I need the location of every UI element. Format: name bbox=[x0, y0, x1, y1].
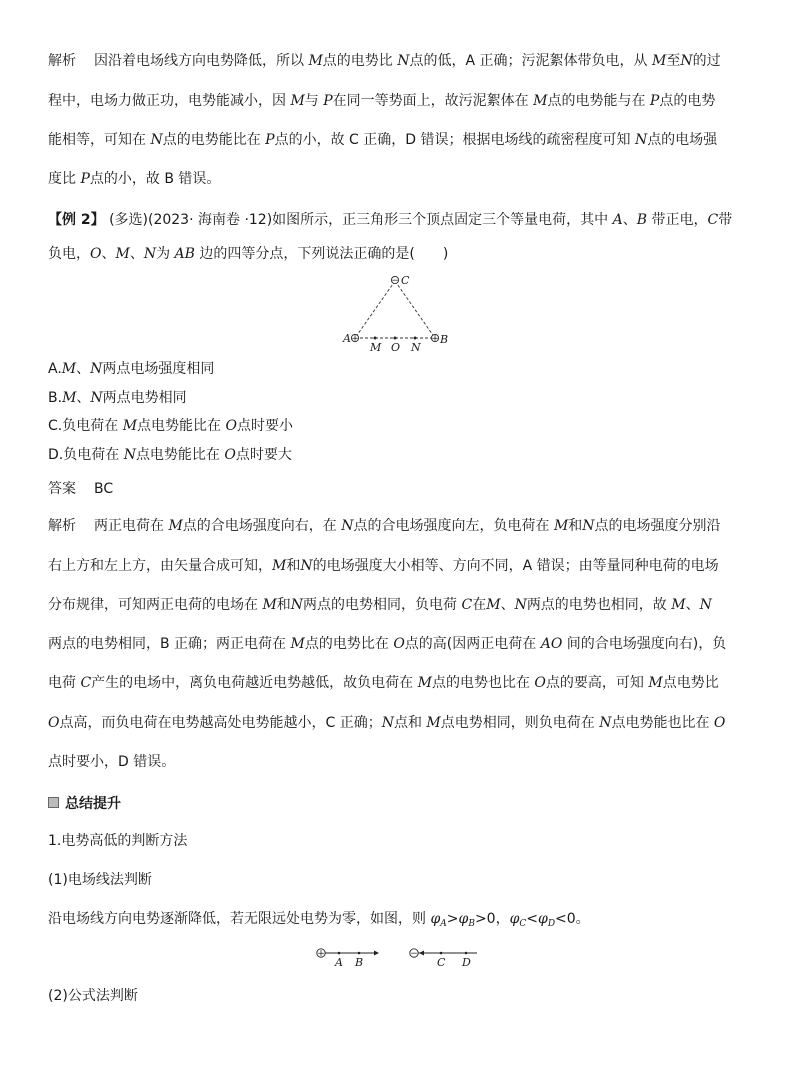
math-symbol: M bbox=[262, 597, 277, 613]
math-symbol: M bbox=[671, 597, 686, 613]
math-symbol: N bbox=[397, 53, 410, 69]
potential-symbol: $\varphi_D$ bbox=[538, 911, 556, 929]
math-symbol: M bbox=[533, 93, 548, 109]
math-symbol: M bbox=[648, 675, 663, 691]
math-symbol: O bbox=[393, 636, 405, 652]
analysis-2-line-7: 点时要小，D 错误。 bbox=[48, 754, 176, 770]
math-symbol: O bbox=[713, 715, 726, 731]
math-symbol: N bbox=[300, 558, 313, 574]
math-symbol: N bbox=[143, 246, 157, 262]
point-c bbox=[440, 952, 443, 955]
math-symbol: N bbox=[290, 597, 304, 613]
math-symbol: M bbox=[290, 636, 305, 652]
math-symbol: P bbox=[265, 132, 275, 148]
point-o bbox=[394, 337, 397, 340]
math-symbol: M bbox=[553, 518, 569, 534]
side-ca bbox=[355, 281, 395, 338]
potential-symbol: $\varphi_A$ bbox=[430, 911, 447, 929]
math-symbol: N bbox=[341, 518, 354, 534]
math-symbol: C bbox=[707, 212, 719, 228]
analysis-2-line-2: 右上方和左上方，由矢量合成可知，M和N的电场强度大小相等、方向不同，A 错误；由等量同种电荷的电场 bbox=[48, 558, 719, 574]
square-icon bbox=[48, 797, 59, 808]
plus-sign-b: + bbox=[431, 334, 439, 344]
arrow-left bbox=[419, 951, 424, 956]
answer-line bbox=[48, 480, 748, 499]
option-b: B.M、N两点电势相同 bbox=[48, 390, 187, 406]
option-c: C.负电荷在 M点电势能比在 O点时要小 bbox=[48, 418, 293, 434]
point-n bbox=[414, 337, 417, 340]
example-line-2: 负电，O、M、N为 AB 边的四等分点，下列说法正确的是( ) bbox=[48, 246, 449, 262]
field-line-diagram bbox=[312, 945, 484, 969]
label-b: B bbox=[440, 333, 449, 346]
math-symbol: M bbox=[290, 93, 305, 109]
math-symbol: B bbox=[636, 212, 648, 228]
analysis-1-line-3: 能相等，可知在 N点的电势能比在 P点的小，故 C 正确，D 错误；根据电场线的疏密程度可知 N点的电场强 bbox=[48, 132, 718, 148]
math-symbol: N bbox=[599, 715, 612, 731]
math-symbol: N bbox=[514, 597, 527, 613]
math-symbol: A bbox=[612, 212, 623, 228]
analysis-label: 解析 bbox=[48, 53, 76, 69]
summary-title: 总结提升 bbox=[65, 796, 121, 812]
analysis-2-line-5: 电荷 C产生的电场中，离负电荷越近电势越低，故负电荷在 M点的电势也比在 O点的要高，可知 M点电势比 bbox=[48, 675, 719, 691]
point-a bbox=[338, 952, 341, 955]
label-fig-d: D bbox=[462, 956, 471, 969]
label-m: M bbox=[370, 341, 382, 354]
minus-sign: − bbox=[410, 949, 418, 959]
arrow-right bbox=[374, 951, 379, 956]
math-symbol: P bbox=[649, 93, 660, 109]
math-symbol: O bbox=[90, 246, 102, 262]
summary-heading bbox=[48, 795, 748, 814]
math-symbol: N bbox=[381, 715, 394, 731]
math-symbol: N bbox=[90, 390, 103, 406]
analysis-2-line-4: 两点的电势相同，B 正确；两正电荷在 M点的电势比在 O点的高(因两正电荷在 AO 间的合电场强度向右)，负 bbox=[48, 636, 727, 652]
triangle-charge-diagram bbox=[340, 272, 450, 354]
potential-symbol: $\varphi_C$ bbox=[509, 911, 527, 929]
math-symbol: P bbox=[323, 93, 333, 109]
math-symbol: O bbox=[534, 675, 546, 691]
math-symbol: M bbox=[62, 390, 77, 406]
label-o: O bbox=[391, 341, 401, 354]
example-tag: 【例 2】 bbox=[48, 212, 105, 228]
math-symbol: M bbox=[308, 53, 323, 69]
example-line-1: 【例 2】 (多选)(2023· 海南卷 ·12)如图所示，正三角形三个顶点固定三个等量电荷，其中 A、B 带正电，C带 bbox=[48, 212, 733, 228]
math-symbol: AO bbox=[540, 636, 563, 652]
label-a: A bbox=[343, 332, 351, 345]
math-symbol: M bbox=[426, 715, 441, 731]
analysis-2-label: 解析 bbox=[48, 518, 76, 534]
math-symbol: N bbox=[123, 447, 136, 463]
math-symbol: N bbox=[90, 361, 103, 377]
label-fig-b: B bbox=[355, 956, 364, 969]
analysis-2-line-6: O点高，而负电荷在电势越高处电势能越小，C 正确；N点和 M点电势相同，则负电荷在 N点电势能也比在 O bbox=[48, 715, 726, 731]
analysis-1-line-2: 程中，电场力做正功，电势能减小，因 M与 P在同一等势面上，故污泥絮体在 M点的电势能与在 P点的电势 bbox=[48, 93, 716, 109]
side-cb bbox=[395, 281, 435, 338]
rule-line: 沿电场线方向电势逐渐降低，若无限远处电势为零，如图，则 $\varphi_A>\varphi_B>0$，$\varphi_C<\varphi_D<0$。 bbox=[48, 911, 590, 929]
math-symbol: O bbox=[225, 418, 237, 434]
point-b bbox=[358, 952, 361, 955]
math-symbol: O bbox=[48, 715, 60, 731]
math-symbol: M bbox=[486, 597, 501, 613]
option-a: A.M、N两点电场强度相同 bbox=[48, 361, 215, 377]
math-symbol: M bbox=[168, 518, 183, 534]
plus-sign: + bbox=[317, 949, 325, 959]
label-n: N bbox=[411, 341, 421, 354]
analysis-2-line-3: 分布规律，可知两正电荷的电场在 M和N两点的电势相同，负电荷 C在M、N两点的电势也相同，故 M、N bbox=[48, 597, 712, 613]
math-symbol: C bbox=[461, 597, 473, 613]
math-symbol: AB bbox=[174, 246, 195, 262]
math-symbol: M bbox=[651, 53, 667, 69]
minus-sign-c: − bbox=[391, 276, 399, 286]
sub-heading-2: (2)公式法判断 bbox=[48, 988, 138, 1004]
analysis-1-line-4: 度比 P点的小，故 B 错误。 bbox=[48, 171, 221, 187]
label-fig-c: C bbox=[437, 956, 446, 969]
math-symbol: M bbox=[115, 246, 130, 262]
label-fig-a: A bbox=[335, 956, 343, 969]
math-symbol: N bbox=[699, 597, 712, 613]
potential-symbol: $\varphi_B$ bbox=[458, 911, 475, 929]
label-c: C bbox=[401, 274, 410, 287]
math-symbol: N bbox=[150, 132, 163, 148]
point-d bbox=[465, 952, 468, 955]
math-symbol: N bbox=[680, 53, 693, 69]
option-d: D.负电荷在 N点电势能比在 O点时要大 bbox=[48, 447, 292, 463]
math-symbol: N bbox=[634, 132, 648, 148]
math-symbol: N bbox=[582, 518, 595, 534]
method-1: 1.电势高低的判断方法 bbox=[48, 833, 188, 849]
analysis-2-line-1: 解析 两正电荷在 M点的合电场强度向右，在 N点的合电场强度向左，负电荷在 M和N点的电场强度分别沿 bbox=[48, 518, 721, 534]
plus-sign-a: + bbox=[351, 334, 359, 344]
analysis-1-line-1: 解析 因沿着电场线方向电势降低，所以 M点的电势比 N点的低，A 正确；污泥絮体带负电，从 M至N的过 bbox=[48, 53, 721, 69]
math-symbol: M bbox=[122, 418, 138, 434]
sub-heading-1: (1)电场线法判断 bbox=[48, 872, 152, 888]
math-symbol: M bbox=[417, 675, 432, 691]
answer-label: 答案 bbox=[48, 481, 76, 497]
math-symbol: M bbox=[61, 361, 77, 377]
point-m bbox=[374, 337, 377, 340]
math-symbol: C bbox=[80, 675, 92, 691]
math-symbol: M bbox=[272, 558, 287, 574]
math-symbol: O bbox=[224, 447, 236, 463]
math-symbol: P bbox=[80, 171, 90, 187]
answer-value: BC bbox=[94, 481, 114, 497]
